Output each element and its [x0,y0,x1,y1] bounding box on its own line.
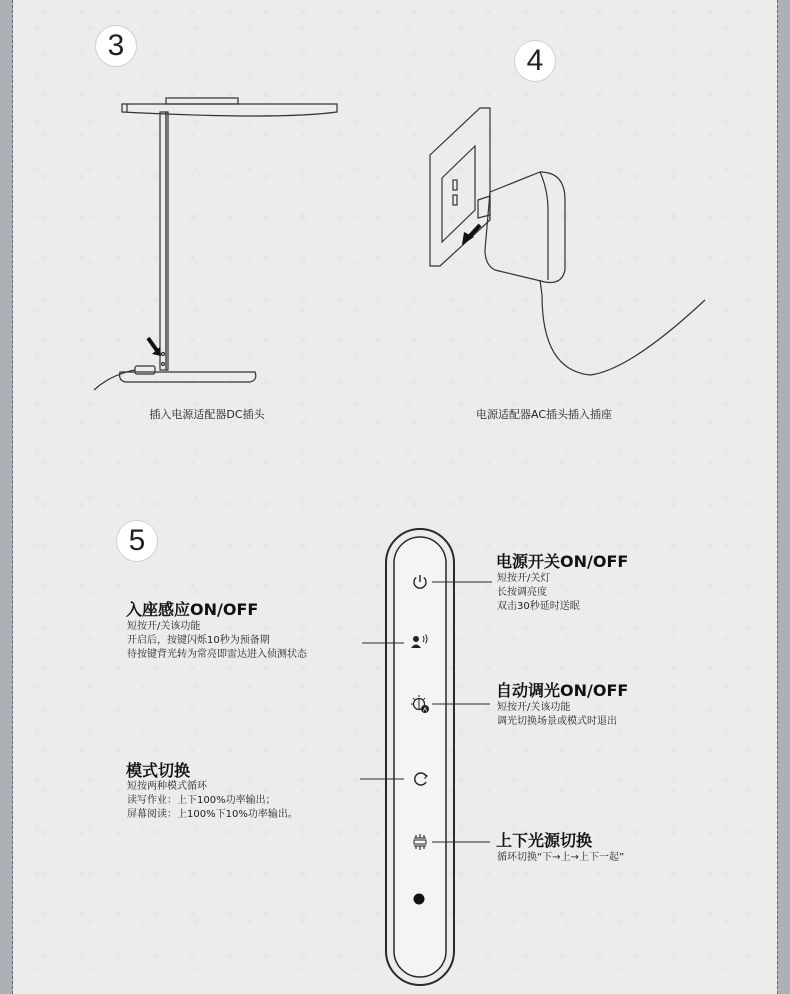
step-3-number: 3 [95,25,137,67]
light-source-desc: 循环切换“下→上→上下一起” [497,852,625,863]
step-4-number: 4 [514,40,556,82]
auto-light-title: 自动调光ON/OFF [496,681,629,700]
power-title: 电源开关ON/OFF [496,552,629,571]
auto-light-desc: 短按开/关该功能 调光切换场景或模式时退出 [497,702,617,727]
mode-desc: 短按两种模式循环 读写作业：上下100%功率输出； 屏幕阅读：上100%下10%功率输出。 [127,781,298,820]
svg-text:A: A [422,707,428,714]
power-desc: 短按开/关灯 长按调亮度 双击30秒延时送眠 [497,573,580,612]
sensor-title: 入座感应ON/OFF [126,600,259,619]
sensor-desc: 短按开/关该功能 开启后，按键闪烁10秒为预备期 待按键背光转为常亮即雷达进入侦测状态 [127,621,307,660]
light-source-title: 上下光源切换 [496,831,593,850]
step-4-caption: 电源适配器AC插头插入插座 [475,408,612,421]
step-3-caption: 插入电源适配器DC插头 [149,408,265,421]
mode-title: 模式切换 [126,761,191,780]
step-5-number: 5 [116,520,158,562]
